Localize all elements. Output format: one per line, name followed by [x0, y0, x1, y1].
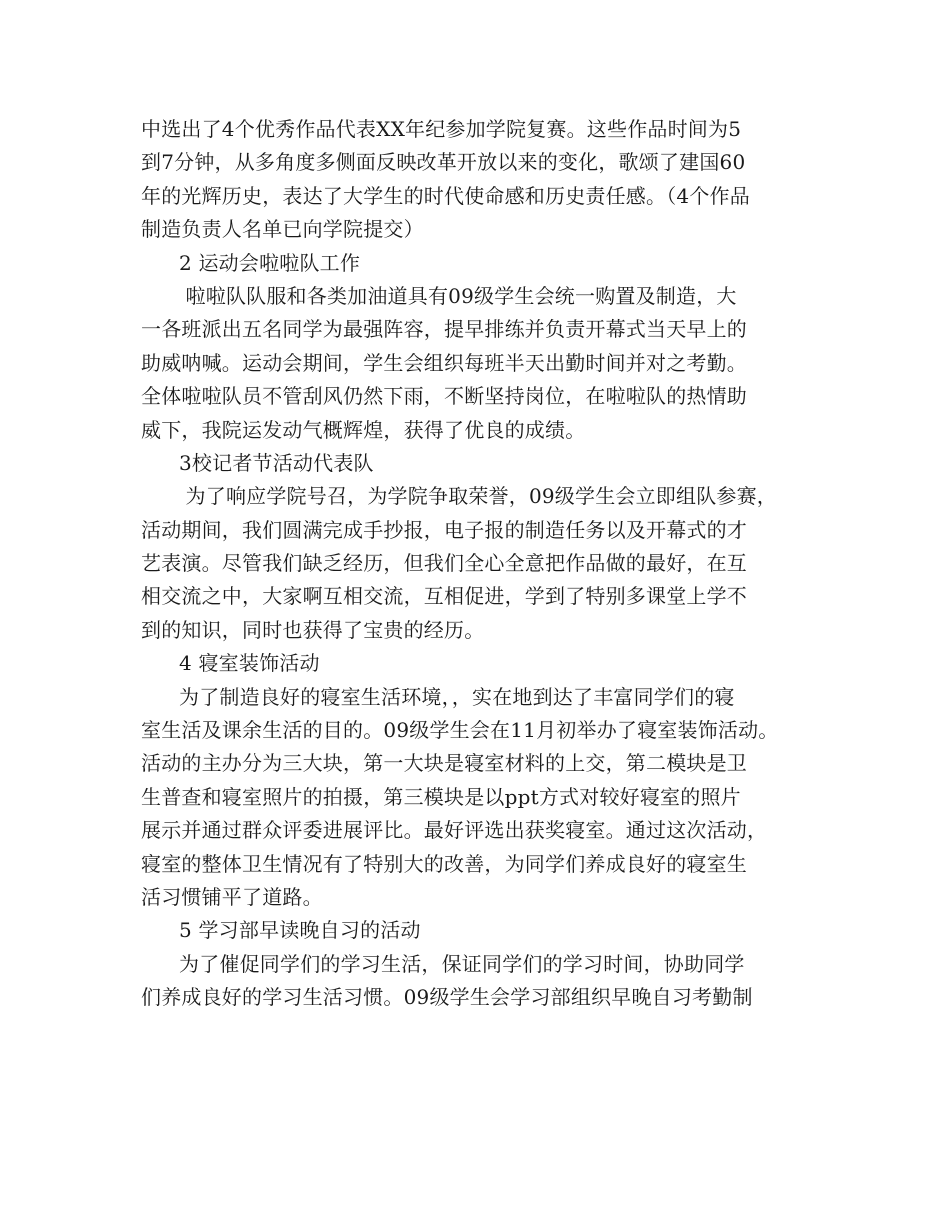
text-line: 到的知识，同时也获得了宝贵的经历。: [141, 617, 485, 642]
text-line: 艺表演。尽管我们缺乏经历，但我们全心全意把作品做的最好，在互: [141, 551, 747, 576]
text-line: 中选出了4个优秀作品代表XX年纪参加学院复赛。这些作品时间为5: [141, 117, 742, 141]
section-heading: 2 运动会啦啦队工作: [179, 250, 361, 275]
section-heading: 5 学习部早读晚自习的活动: [179, 918, 421, 943]
text-line: 展示并通过群众评委进展评比。最好评选出获奖寝室。通过这次活动，: [141, 818, 768, 843]
text-line: 年的光辉历史，表达了大学生的时代使命感和历史责任感。（4个作品: [141, 183, 750, 208]
text-line: 威下，我院运发动气概辉煌，获得了优良的成绩。: [141, 417, 586, 442]
text-line: 活习惯铺平了道路。: [141, 884, 323, 909]
section-heading: 3校记者节活动代表队: [179, 450, 374, 475]
section-heading: 4 寝室装饰活动: [179, 651, 320, 676]
text-line: 活动的主办分为三大块，第一大块是寝室材料的上交，第二模块是卫: [141, 751, 747, 776]
paragraph-first-line: 为了制造良好的寝室生活环境，，实在地到达了丰富同学们的寝: [179, 684, 735, 709]
paragraph-first-line: 为了催促同学们的学习生活，保证同学们的学习时间，协助同学: [179, 951, 745, 976]
text-line: 们养成良好的学习生活习惯。09级学生会学习部组织早晚自习考勤制: [141, 985, 753, 1010]
paragraph-first-line: 为了响应学院号召，为学院争取荣誉，09级学生会立即组队参赛，: [179, 484, 778, 509]
text-line: 生普查和寝室照片的拍摄，第三模块是以ppt方式对较好寝室的照片: [141, 784, 741, 809]
text-line: 到7分钟，从多角度多侧面反映改革开放以来的变化，歌颂了建国60: [141, 150, 746, 175]
text-line: 助威呐喊。运动会期间，学生会组织每班半天出勤时间并对之考勤。: [141, 350, 747, 375]
text-line: 相交流之中，大家啊互相交流，互相促进，学到了特别多课堂上学不: [141, 584, 747, 609]
document-body: [141, 113, 813, 1015]
text-line: 全体啦啦队员不管刮风仍然下雨，不断坚持岗位，在啦啦队的热情助: [141, 384, 747, 409]
paragraph-first-line: 啦啦队队服和各类加油道具有09级学生会统一购置及制造，大: [179, 283, 737, 308]
text-line: 制造负责人名单已向学院提交）: [141, 217, 424, 242]
text-line: 室生活及课余生活的目的。09级学生会在11月初举办了寝室装饰活动。: [141, 718, 779, 743]
text-line: 寝室的整体卫生情况有了特别大的改善，为同学们养成良好的寝室生: [141, 851, 747, 876]
text-line: 活动期间，我们圆满完成手抄报，电子报的制造任务以及开幕式的才: [141, 517, 747, 542]
text-line: 一各班派出五名同学为最强阵容，提早排练并负责开幕式当天早上的: [141, 317, 747, 342]
